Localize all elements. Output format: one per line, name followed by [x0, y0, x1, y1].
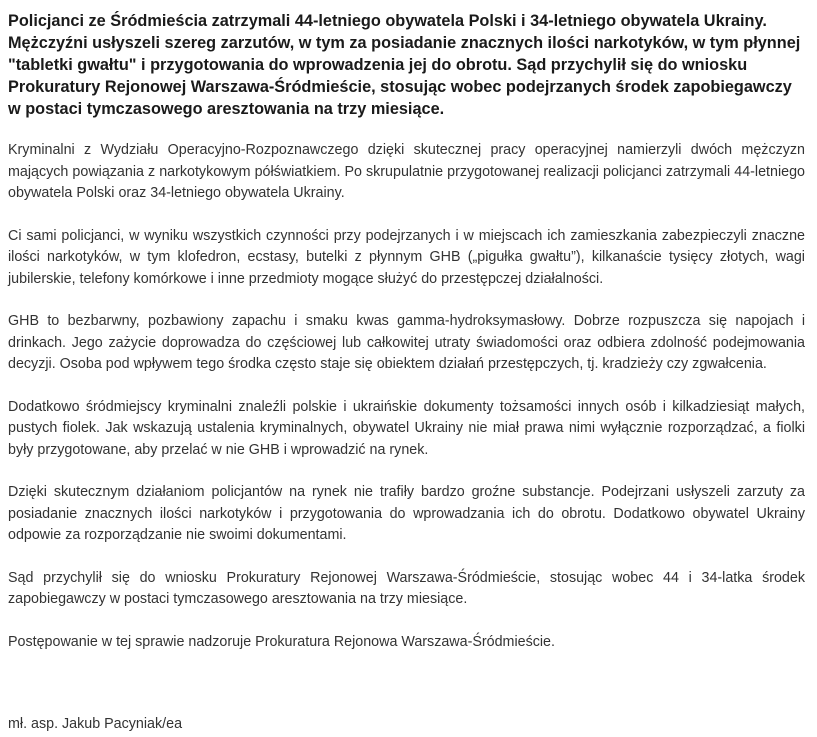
article-paragraph-4: Dodatkowo śródmiejscy kryminalni znaleźli polskie i ukraińskie dokumenty tożsamości innych osób i kilkadziesiąt małych, pustych fiolek. Jak wskazują ustalenia kryminalnych, obywatel Ukrainy nie miał prawa nimi wyłącznie rozporządzać, a fiolki były przygotowane, aby przelać w nie GHB i wprowadzić na rynek. [8, 398, 805, 458]
article-paragraph-7: Postępowanie w tej sprawie nadzoruje Prokuratura Rejonowa Warszawa-Śródmieście. [8, 633, 555, 650]
article-paragraph-2: Ci sami policjanci, w wyniku wszystkich czynności przy podejrzanych i w miejscach ich zamieszkania zabezpieczyli znaczne ilości narkotyków, w tym klofedron, ecstasy, butelki z płynnym GHB („pigułka gwałtu”), kilkanaście tysięcy złotych, wagi jubilerskie, telefony komórkowe i inne przedmioty mogące służyć do przestępczej działalności. [8, 227, 805, 287]
article-paragraph-5: Dzięki skutecznym działaniom policjantów na rynek nie trafiły bardzo groźne substancje. Podejrzani usłyszeli zarzuty za posiadanie znacznych ilości narkotyków i przygotowania do wprowadzania ich do obrotu. Dodatkowo obywatel Ukrainy odpowie za rozporządzanie nie swoimi dokumentami. [8, 484, 805, 543]
article-paragraph-1: Kryminalni z Wydziału Operacyjno-Rozpoznawczego dzięki skutecznej pracy operacyjnej namierzyli dwóch mężczyzn mających powiązania z narkotykowym półświatkiem. Po skrupulatnie przygotowanej realizacji policjanci zatrzymali 44-letniego obywatela Polski oraz 34-letniego obywatela Ukrainy. [8, 142, 805, 201]
article-signature: mł. asp. Jakub Pacyniak/ea [8, 716, 183, 732]
article-lead: Policjanci ze Śródmieścia zatrzymali 44-letniego obywatela Polski i 34-letniego obywatela Ukrainy. Mężczyźni usłyszeli szereg zarzutów, w tym za posiadanie znacznych ilości narkotyków, w tym płynnej "tabletki gwałtu" i przygotowania do wprowadzenia jej do obrotu. Sąd przychylił się do wniosku Prokuratury Rejonowej Warszawa-Śródmieście, stosując wobec podejrzanych środek zapobiegawczy w postaci tymczasowego aresztowania na trzy miesiące. [8, 12, 801, 118]
article-paragraph-3: GHB to bezbarwny, pozbawiony zapachu i smaku kwas gamma-hydroksymasłowy. Dobrze rozpuszcza się napojach i drinkach. Jego zażycie doprowadza do częściowej lub całkowitej utraty świadomości oraz odbiera zdolność podejmowania decyzji. Osoba pod wpływem tego środka często staje się obiektem działań przestępczych, tj. kradzieży czy zgwałcenia. [8, 313, 805, 372]
article-paragraph-6: Sąd przychylił się do wniosku Prokuratury Rejonowej Warszawa-Śródmieście, stosując wobec 44 i 34-latka środek zapobiegawczy w postaci tymczasowego aresztowania na trzy miesiące. [8, 569, 805, 607]
